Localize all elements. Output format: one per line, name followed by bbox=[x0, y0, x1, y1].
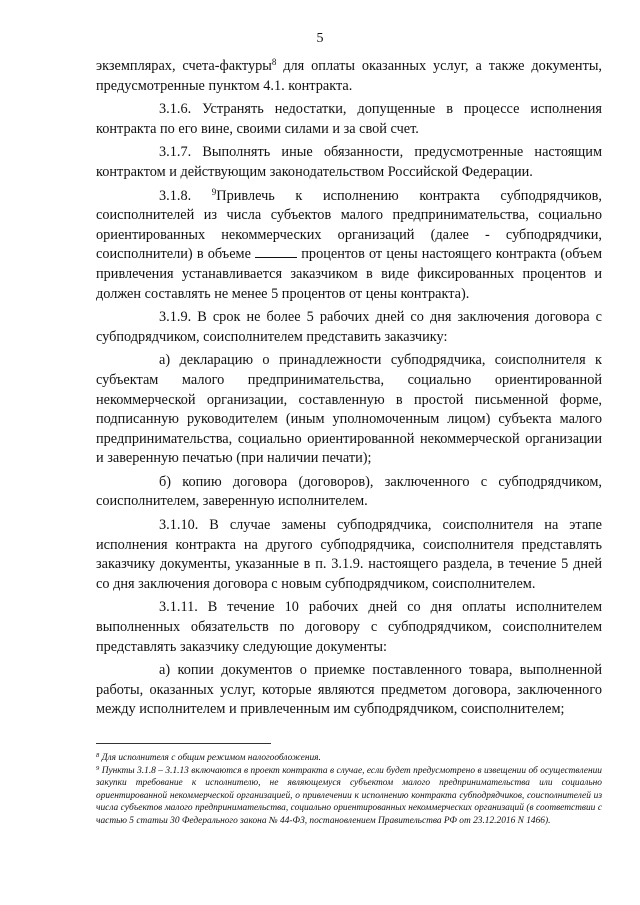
footnote-text: Для исполнителя с общим режимом налогообложения. bbox=[99, 753, 321, 763]
document-body bbox=[96, 57, 602, 724]
paragraph-text: для оплаты оказанных услуг, а также документы, предусмотренные пунктом 4.1. контракта. bbox=[96, 58, 602, 94]
paragraph-3-1-7: 3.1.7. Выполнять иные обязанности, предусмотренные настоящим контрактом и действующим законодательством Российской Федерации. bbox=[96, 144, 602, 180]
page-number: 5 bbox=[316, 31, 324, 46]
paragraph-text: процентов от цены настоящего контракта (объем привлечения устанавливается заказчиком в виде фиксированных процентов и должен составлять не менее 5 процентов от цены контракта). bbox=[96, 246, 602, 302]
footnote-9 bbox=[96, 765, 602, 828]
paragraph-3-1-6: 3.1.6. Устранять недостатки, допущенные в процессе исполнения контракта по его вине, своими силами и за свой счет. bbox=[96, 101, 602, 137]
footnotes bbox=[96, 752, 602, 828]
paragraph-3-1-10: 3.1.10. В случае замены субподрядчика, соисполнителя на этапе исполнения контракта на другого субподрядчика, соисполнителя представлять заказчику документы, указанные в п. 3.1.9. настоящего раздела, в течение 5 дней со дня заключения договора с новым субподрядчиком, соисполнителем. bbox=[96, 517, 602, 592]
paragraph-3-1-9-b: б) копию договора (договоров), заключенного с субподрядчиком, соисполнителем, заверенную исполнителем. bbox=[96, 473, 602, 510]
paragraph-3-1-11-a: а) копии документов о приемке поставленного товара, выполненной работы, оказанных услуг, которые являются предметом договора, заключенного между исполнителем и привлеченным им субподрядчиком, соисполнителем; bbox=[96, 662, 602, 718]
paragraph-3-1-9: 3.1.9. В срок не более 5 рабочих дней со дня заключения договора с субподрядчиком, соисполнителем представить заказчику: bbox=[96, 309, 602, 345]
paragraph-3-1-9-a: а) декларацию о принадлежности субподрядчика, соисполнителя к субъектам малого предпринимательства, социально ориентированной некоммерческой организации, составленную в простой письменной форме, подписанную руководителем (иным уполномоченным лицом) субъекта малого предпринимательства, социально ориентированной некоммерческой организации и заверенную печатью (при наличии печати); bbox=[96, 352, 602, 467]
footnote-number: 9 bbox=[96, 764, 100, 772]
footnote-text: Пункты 3.1.8 – 3.1.13 включаются в проект контракта в случае, если будет предусмотрено в извещении об осуществлении закупки требование к исполнителю, не являющемуся субъектом малого предпринимательства или социально ориентированной некоммерческой организацией, о привлечении к исполнению контракта субподрядчиков, соисполнителей из числа субъектов малого предпринимательства, социально ориентированных некоммерческих организаций (в соответствии с частью 5 статьи 30 Федерального закона № 44-ФЗ, постановлением Правительства РФ от 23.12.2016 N 1466). bbox=[96, 765, 602, 826]
percent-blank-field[interactable] bbox=[255, 246, 297, 258]
footnote-ref-8[interactable]: 8 bbox=[271, 57, 277, 67]
paragraph-text: Привлечь к исполнению контракта субподрядчиков, соисполнителей из числа субъектов малого предпринимательства, социально ориентированных некоммерческих организаций (далее - субподрядчики, соисполнители) в объеме bbox=[96, 187, 602, 263]
footnote-8 bbox=[96, 752, 602, 765]
paragraph-continuation bbox=[96, 57, 602, 96]
footnote-separator bbox=[96, 743, 271, 744]
paragraph-text: экземплярах, счета-фактуры bbox=[96, 58, 272, 74]
paragraph-number: 3.1.8. bbox=[159, 187, 212, 204]
paragraph-3-1-11: 3.1.11. В течение 10 рабочих дней со дня оплаты исполнителем выполненных обязательств по договору с субподрядчиком, соисполнителем представлять заказчику следующие документы: bbox=[96, 599, 602, 655]
footnote-number: 8 bbox=[96, 752, 100, 759]
footnote-ref-9[interactable]: 9 bbox=[211, 186, 217, 197]
paragraph-3-1-8 bbox=[96, 187, 602, 305]
